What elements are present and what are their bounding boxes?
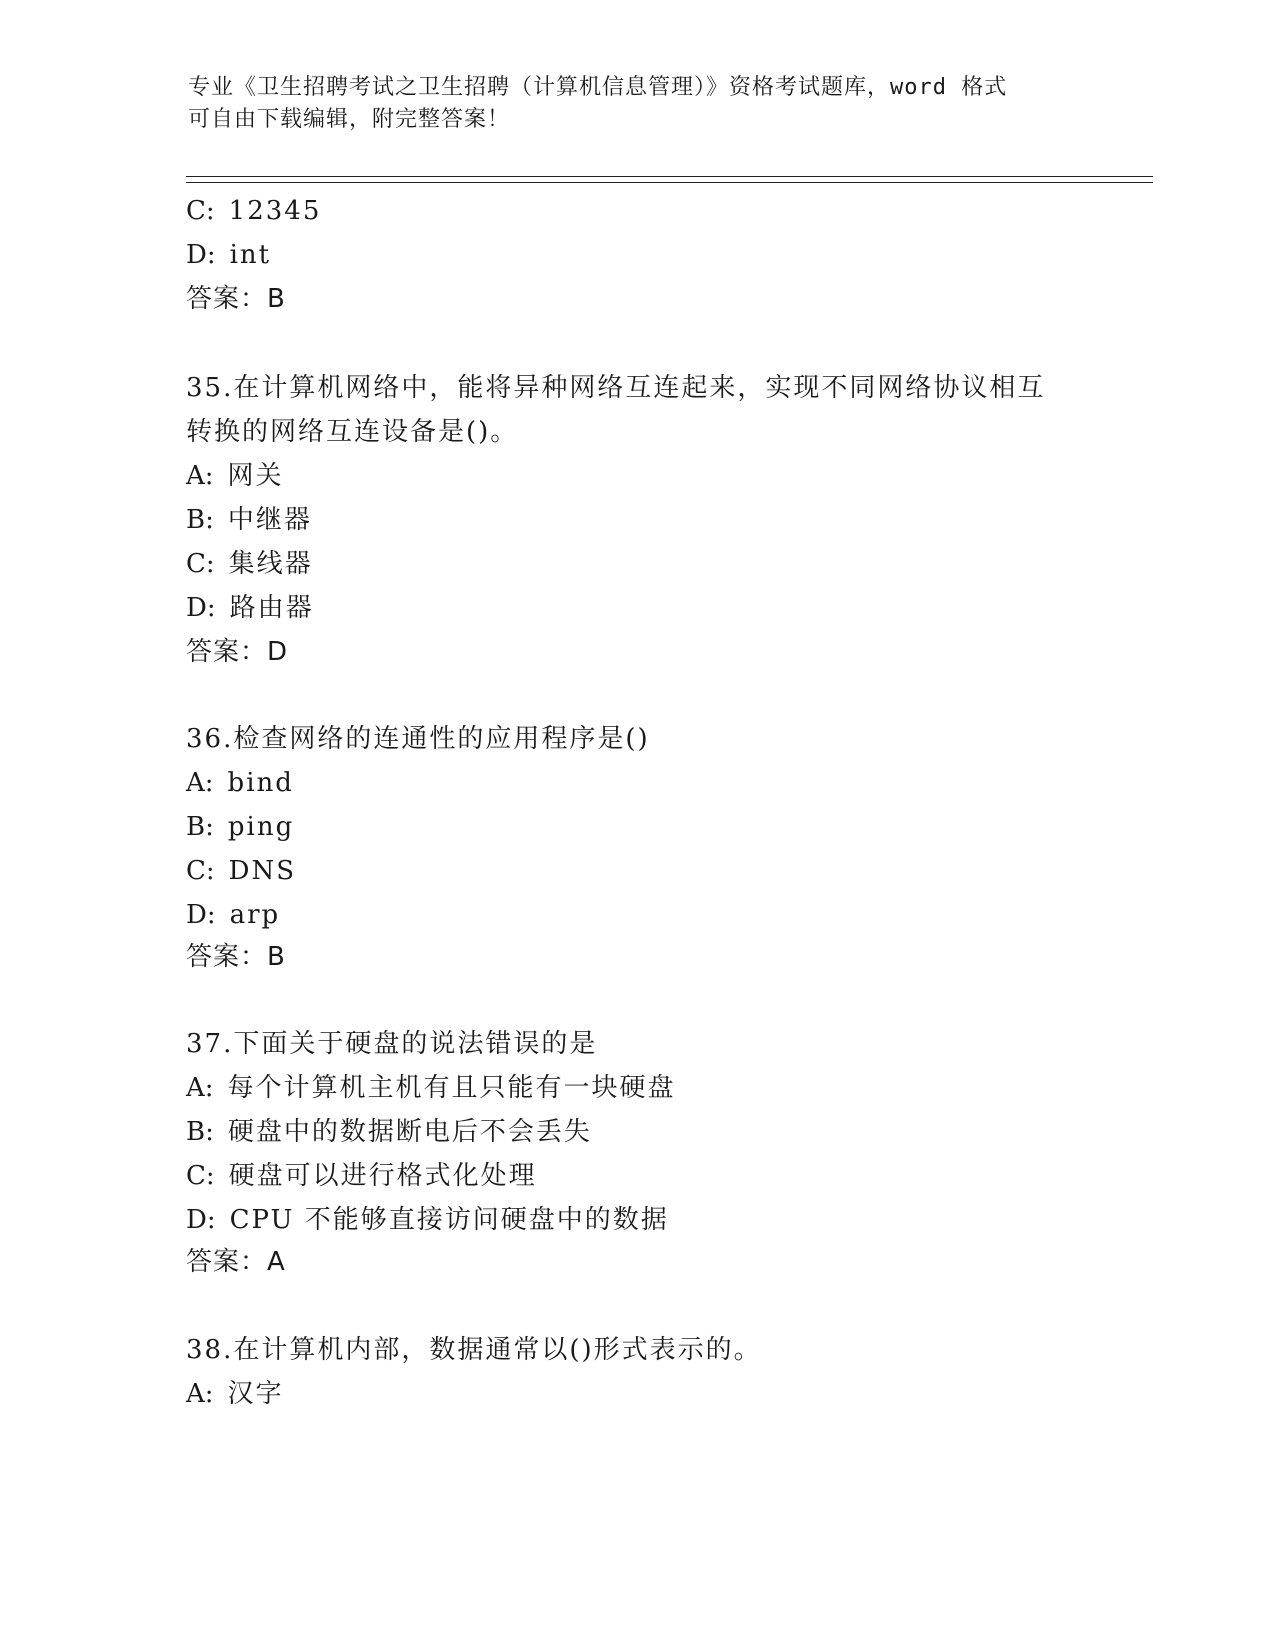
option-text: bind — [227, 768, 294, 798]
option-d — [186, 900, 280, 930]
option-text: 中继器 — [227, 505, 312, 535]
option-b — [186, 812, 294, 842]
option-label: C: — [186, 549, 215, 579]
option-text: 硬盘可以进行格式化处理 — [228, 1161, 537, 1191]
option-text: 网关 — [227, 461, 284, 491]
question-37-stem: 37.下面关于硬盘的说法错误的是 — [186, 1029, 598, 1059]
option-a — [186, 1379, 284, 1409]
document-header — [188, 72, 1068, 136]
header-line-2: 可自由下载编辑，附完整答案！ — [188, 107, 511, 132]
option-b — [186, 1117, 592, 1147]
header-divider-top — [186, 176, 1153, 177]
header-divider-bottom — [186, 182, 1153, 183]
option-d — [186, 240, 271, 270]
option-text: 集线器 — [228, 549, 313, 579]
option-b — [186, 505, 312, 535]
option-label: B: — [186, 812, 214, 842]
option-text: int — [229, 240, 272, 270]
question-38-stem: 38.在计算机内部，数据通常以()形式表示的。 — [186, 1335, 762, 1365]
option-text: arp — [229, 900, 281, 930]
option-label: B: — [186, 1117, 214, 1147]
answer-line: 答案：B — [186, 284, 286, 314]
option-c — [186, 196, 321, 226]
option-text: 每个计算机主机有且只能有一块硬盘 — [227, 1073, 676, 1103]
option-label: D: — [186, 240, 216, 270]
option-label: C: — [186, 1161, 215, 1191]
option-c — [186, 856, 296, 886]
option-c — [186, 549, 313, 579]
option-d — [186, 1205, 669, 1235]
option-text: 12345 — [228, 196, 322, 226]
option-a — [186, 768, 294, 798]
option-label: A: — [186, 461, 214, 491]
option-label: A: — [186, 1379, 214, 1409]
question-36-stem: 36.检查网络的连通性的应用程序是() — [186, 724, 650, 754]
option-label: B: — [186, 505, 214, 535]
answer-line: 答案：A — [186, 1247, 286, 1277]
option-label: C: — [186, 196, 215, 226]
option-d — [186, 593, 314, 623]
option-text: 汉字 — [227, 1379, 284, 1409]
option-a — [186, 461, 284, 491]
header-line-1: 专业《卫生招聘考试之卫生招聘（计算机信息管理）》资格考试题库，word 格式 — [188, 75, 1008, 100]
answer-line: 答案：B — [186, 942, 286, 972]
option-text: 路由器 — [229, 593, 314, 623]
option-text: DNS — [228, 856, 297, 886]
option-label: A: — [186, 768, 214, 798]
option-label: D: — [186, 593, 216, 623]
option-a — [186, 1073, 676, 1103]
answer-line: 答案：D — [186, 637, 289, 667]
option-text: ping — [227, 812, 295, 842]
option-text: 硬盘中的数据断电后不会丢失 — [227, 1117, 592, 1147]
option-label: D: — [186, 1205, 216, 1235]
option-text: CPU 不能够直接访问硬盘中的数据 — [229, 1205, 669, 1235]
option-label: D: — [186, 900, 216, 930]
question-35-stem-1: 35.在计算机网络中，能将异种网络互连起来，实现不同网络协议相互 — [186, 373, 1046, 403]
question-35-stem-2: 转换的网络互连设备是()。 — [186, 417, 519, 447]
option-label: C: — [186, 856, 215, 886]
option-c — [186, 1161, 537, 1191]
option-label: A: — [186, 1073, 214, 1103]
